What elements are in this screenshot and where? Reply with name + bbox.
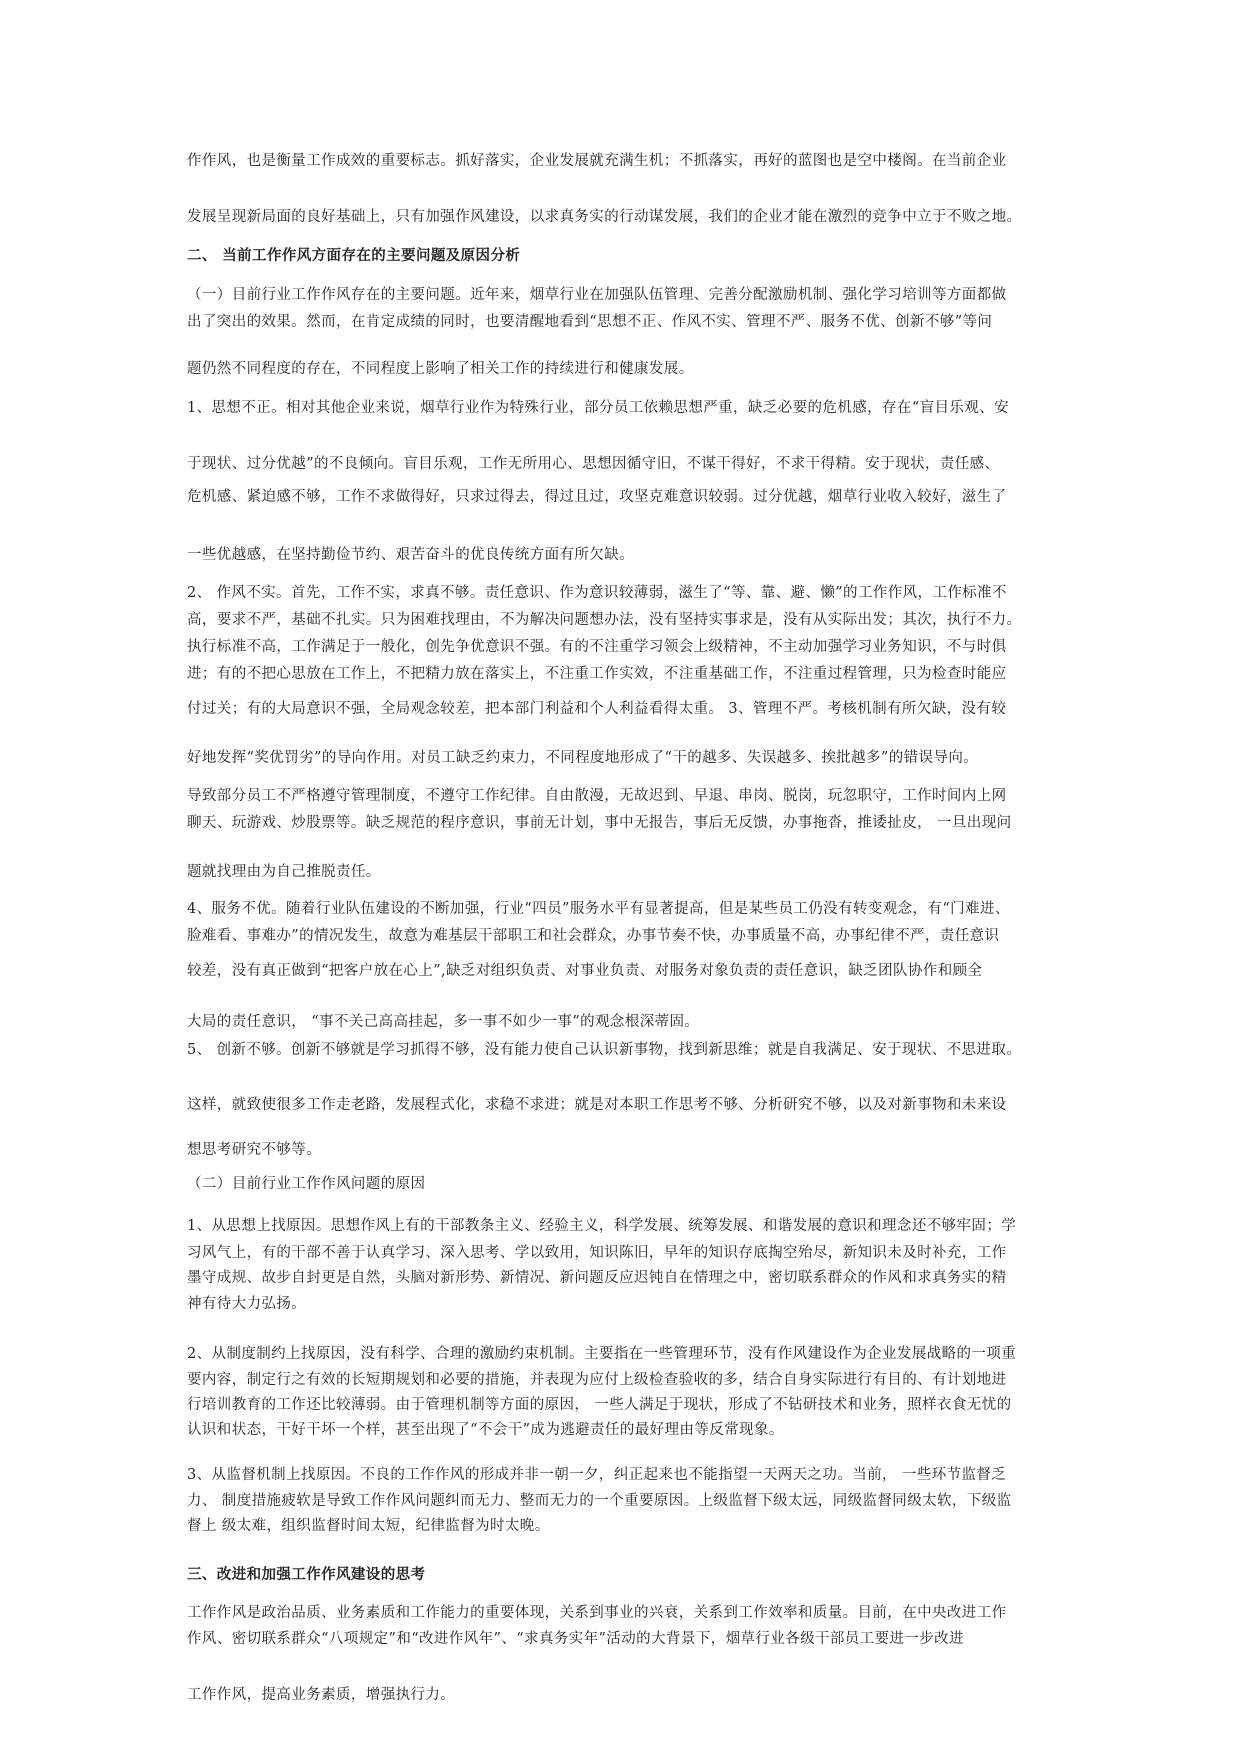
body-line: 题仍然不同程度的存在，不同程度上影响了相关工作的持续进行和健康发展。 (187, 361, 694, 377)
body-line: 1、思想不正。相对其他企业来说，烟草行业作为特殊行业，部分员工依赖思想严重，缺乏必要的危机感，存在“盲目乐观、安 (187, 400, 1010, 416)
body-line: 2、 作风不实。首先，工作不实，求真不够。责任意识、作为意识较薄弱，滋生了“等、靠、避、懒”的工作作风，工作标准不 (187, 585, 1007, 601)
body-line: 1、从思想上找原因。思想作风上有的干部教条主义、经验主义，科学发展、统筹发展、和谐发展的意识和理念还不够牢固；学 (187, 1218, 1017, 1234)
body-line: 认识和状态，干好干坏一个样，甚至出现了“不会干”成为逃避责任的最好理由等反常现象。 (187, 1422, 784, 1438)
body-line: 作作风，也是衡量工作成效的重要标志。抓好落实，企业发展就充满生机；不抓落实，再好的蓝图也是空中楼阁。在当前企业 (187, 153, 1007, 169)
body-line: 工作作风，提高业务素质，增强执行力。 (187, 1687, 456, 1703)
body-line: 于现状、过分优越”的不良倾向。盲目乐观，工作无所用心、思想因循守旧，不谋干得好，不求干得精。安于现状，责任感、 (187, 456, 1000, 472)
body-line: 行培训教育的工作还比较薄弱。由于管理机制等方面的原因， 一些人满足于现状，形成了不钻研技术和业务，照样衣食无忧的 (187, 1397, 1012, 1413)
body-line: 题就找理由为自己推脱责任。 (187, 864, 381, 880)
body-line: 督上 级太难，组织监督时间太短，纪律监督为时太晚。 (187, 1518, 550, 1534)
body-line: 发展呈现新局面的良好基础上，只有加强作风建设，以求真务实的行动谋发展，我们的企业才能在激烈的竞争中立于不败之地。 (187, 209, 1022, 225)
body-line: 神有待大力弘扬。 (187, 1296, 307, 1312)
body-line: 3、从监督机制上找原因。不良的工作作风的形成并非一朝一夕，纠正起来也不能指望一天两天之功。当前， 一些环节监督乏 (187, 1467, 1007, 1483)
body-line: 工作作风是政治品质、业务素质和工作能力的重要体现，关系到事业的兴衰，关系到工作效率和质量。目前，在中央改进工作 (187, 1605, 1007, 1621)
body-line: 这样，就致使很多工作走老路，发展程式化，求稳不求进；就是对本职工作思考不够、分析研究不够，以及对新事物和未来设 (187, 1097, 1007, 1113)
body-line: 较差，没有真正做到“把客户放在心上”,缺乏对组织负责、对事业负责、对服务对象负责的责任意识，缺乏团队协作和顾全 (187, 963, 983, 979)
body-line: 脸难看、事难办”的情况发生，故意为难基层干部职工和社会群众，办事节奏不快，办事质量不高，办事纪律不严，责任意识 (187, 928, 1000, 944)
body-line: 好地发挥“奖优罚劣”的导向作用。对员工缺乏约束力，不同程度地形成了“干的越多、失误越多、挨批越多”的错误导向。 (187, 750, 979, 766)
body-line: 危机感、紧迫感不够，工作不求做得好，只求过得去，得过且过，攻坚克难意识较弱。过分优越，烟草行业收入较好，滋生了 (187, 489, 1007, 505)
body-line: 2、从制度制约上找原因，没有科学、合理的激励约束机制。主要指在一些管理环节，没有作风建设作为企业发展战略的一项重 (187, 1346, 1017, 1362)
sub-heading: （二）目前行业工作作风问题的原因 (187, 1176, 426, 1192)
body-line: 付过关；有的大局意识不强，全局观念较差，把本部门利益和个人利益看得太重。 3、管理不严。考核机制有所欠缺，没有较 (187, 701, 1007, 717)
body-line: 墨守成规、故步自封更是自然，头脑对新形势、新情况、新问题反应迟钝自在情理之中，密切联系群众的作风和求真务实的精 (187, 1270, 1007, 1286)
body-line: 一些优越感，在坚持勤俭节约、艰苦奋斗的优良传统方面有所欠缺。 (187, 547, 634, 563)
body-line: 执行标准不高，工作满足于一般化，创先争优意识不强。有的不注重学习领会上级精神，不主动加强学习业务知识，不与时俱 (187, 639, 1007, 655)
body-line: 大局的责任意识， “事不关己高高挂起，多一事不如少一事”的观念根深蒂固。 (187, 1014, 700, 1030)
body-line: 聊天、玩游戏、炒股票等。缺乏规范的程序意识，事前无计划，事中无报告，事后无反馈，办事拖沓，推诿扯皮， 一旦出现问 (187, 815, 1012, 831)
section-heading: 二、 当前工作作风方面存在的主要问题及原因分析 (187, 248, 521, 264)
body-line: 4、服务不优。随着行业队伍建设的不断加强，行业“四员”服务水平有显著提高，但是某些员工仍没有转变观念，有“门难进、 (187, 901, 1010, 917)
body-line: 进；有的不把心思放在工作上，不把精力放在落实上，不注重工作实效，不注重基础工作，不注重过程管理，只为检查时能应 (187, 666, 1007, 682)
body-line: 要内容，制定行之有效的长短期规划和必要的措施，并表现为应付上级检查验收的多，结合自身实际进行有目的、有计划地进 (187, 1372, 1007, 1388)
body-line: 力、 制度措施疲软是导致工作作风问题纠而无力、整而无力的一个重要原因。上级监督下级太远，同级监督同级太软，下级监 (187, 1493, 1012, 1509)
section-heading: 三、改进和加强工作作风建设的思考 (187, 1567, 426, 1583)
body-line: 出了突出的效果。然而，在肯定成绩的同时，也要清醒地看到“思想不正、作风不实、管理不严、服务不优、创新不够”等问 (187, 314, 993, 330)
body-line: 想思考研究不够等。 (187, 1142, 322, 1158)
body-line: 导致部分员工不严格遵守管理制度，不遵守工作纪律。自由散漫，无故迟到、早退、串岗、脱岗，玩忽职守，工作时间内上网 (187, 788, 1007, 804)
body-line: 习风气上，有的干部不善于认真学习、深入思考、学以致用，知识陈旧，早年的知识存底掏空殆尽，新知识未及时补充，工作 (187, 1245, 1007, 1261)
body-line: （一）目前行业工作作风存在的主要问题。近年来，烟草行业在加强队伍管理、完善分配激励机制、强化学习培训等方面都做 (187, 287, 1007, 303)
body-line: 高，要求不严，基础不扎实。只为困难找理由，不为解决问题想办法，没有坚持实事求是，没有从实际出发；其次，执行不力。 (187, 612, 1022, 628)
body-line: 作风、密切联系群众“八项规定”和“改进作风年”、“求真务实年”活动的大背景下，烟草行业各级干部员工要进一步改进 (187, 1631, 964, 1647)
body-line: 5、 创新不够。创新不够就是学习抓得不够，没有能力使自己认识新事物，找到新思维；就是自我满足、安于现状、不思进取。 (187, 1042, 1022, 1058)
